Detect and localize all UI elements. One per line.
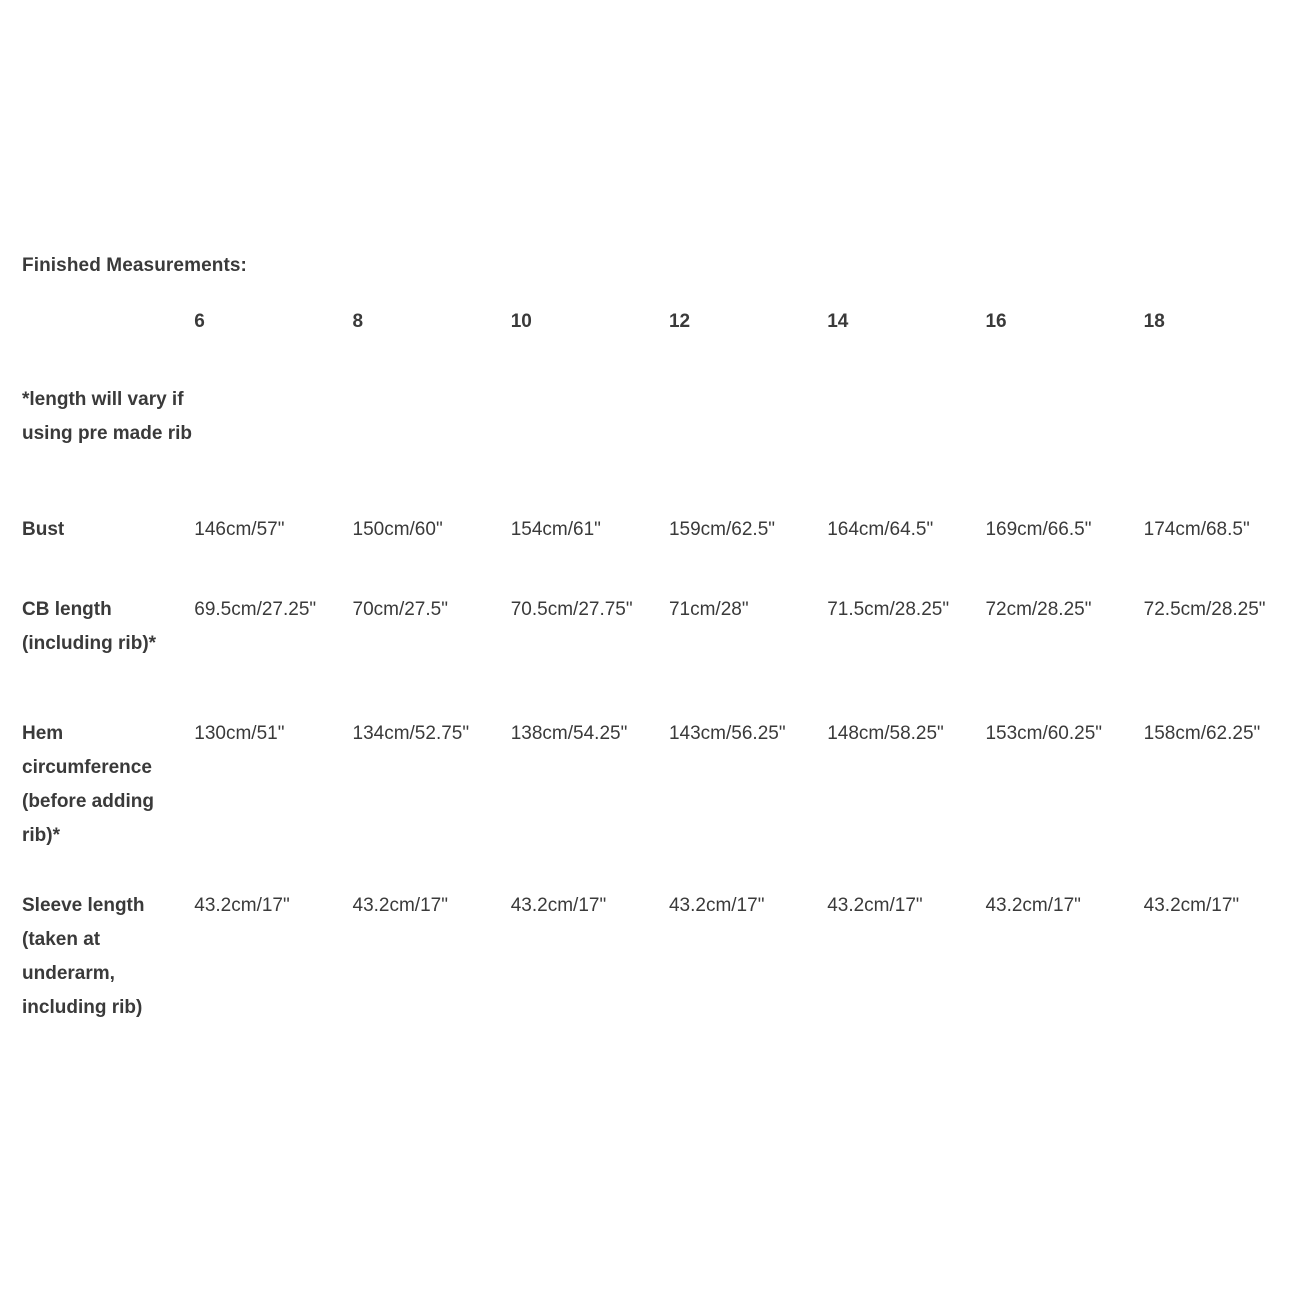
cell-hem-circumference-10: 138cm/54.25" <box>510 723 628 744</box>
cell-sleeve-length-12: 43.2cm/17" <box>668 895 765 916</box>
cell-length-note-14 <box>827 383 985 513</box>
cell-sleeve-length-18: 43.2cm/17" <box>1143 895 1240 916</box>
cell-hem-circumference-18: 158cm/62.25" <box>1143 723 1261 744</box>
table-row <box>22 889 1302 1025</box>
finished-measurements-table <box>22 305 1302 1025</box>
cell-length-note-8 <box>353 383 511 513</box>
cell-cb-length-18: 72.5cm/28.25" <box>1143 599 1266 620</box>
cell-hem-circumference-16: 153cm/60.25" <box>985 723 1103 744</box>
cell-length-note-6 <box>194 383 352 513</box>
cell-hem-circumference-12: 143cm/56.25" <box>668 723 786 744</box>
cell-sleeve-length-8: 43.2cm/17" <box>352 895 448 916</box>
cell-sleeve-length-14: 43.2cm/17" <box>827 895 923 916</box>
cell-hem-circumference-6: 130cm/51" <box>194 723 285 744</box>
cell-length-note-18 <box>1144 383 1302 513</box>
cell-cb-length-16: 72cm/28.25" <box>985 599 1092 620</box>
cell-cb-length-8: 70cm/27.5" <box>352 599 448 620</box>
cell-length-note-16 <box>985 383 1143 513</box>
cell-length-note-12 <box>669 383 827 513</box>
table-header-row <box>22 305 1302 383</box>
column-header-size-16: 16 <box>985 311 1007 332</box>
table-row <box>22 717 1302 889</box>
column-header-size-14: 14 <box>827 311 849 332</box>
cell-hem-circumference-14: 148cm/58.25" <box>827 723 944 744</box>
cell-cb-length-14: 71.5cm/28.25" <box>827 599 950 620</box>
column-header-size-12: 12 <box>668 311 691 332</box>
cell-sleeve-length-16: 43.2cm/17" <box>985 895 1081 916</box>
cell-cb-length-12: 71cm/28" <box>668 599 749 620</box>
table-row <box>22 383 1302 513</box>
row-label-length-note: *length will vary if using pre made rib <box>22 389 192 444</box>
cell-bust-18: 174cm/68.5" <box>1143 519 1250 540</box>
column-header-size-6: 6 <box>194 311 205 332</box>
table-row <box>22 593 1302 717</box>
cell-cb-length-10: 70.5cm/27.75" <box>510 599 633 620</box>
cell-hem-circumference-8: 134cm/52.75" <box>352 723 470 744</box>
column-header-size-18: 18 <box>1143 311 1165 332</box>
cell-bust-16: 169cm/66.5" <box>985 519 1092 540</box>
cell-cb-length-6: 69.5cm/27.25" <box>194 599 317 620</box>
cell-bust-6: 146cm/57" <box>194 519 285 540</box>
column-header-size-10: 10 <box>510 311 532 332</box>
column-header-size-8: 8 <box>352 311 364 332</box>
cell-bust-14: 164cm/64.5" <box>827 519 934 540</box>
column-header-blank <box>22 305 194 383</box>
cell-sleeve-length-6: 43.2cm/17" <box>194 895 290 916</box>
cell-bust-8: 150cm/60" <box>352 519 443 540</box>
cell-bust-12: 159cm/62.5" <box>668 519 775 540</box>
table-row <box>22 513 1302 593</box>
row-label-sleeve-length: Sleeve length (taken at underarm, including rib) <box>22 895 145 1018</box>
cell-bust-10: 154cm/61" <box>510 519 601 540</box>
row-label-bust: Bust <box>22 519 65 540</box>
cell-length-note-10 <box>511 383 669 513</box>
row-label-hem-circumference: Hem circumference (before adding rib)* <box>22 723 154 846</box>
page-title: Finished Measurements: <box>22 255 247 276</box>
cell-sleeve-length-10: 43.2cm/17" <box>510 895 607 916</box>
row-label-cb-length: CB length (including rib)* <box>22 599 157 654</box>
